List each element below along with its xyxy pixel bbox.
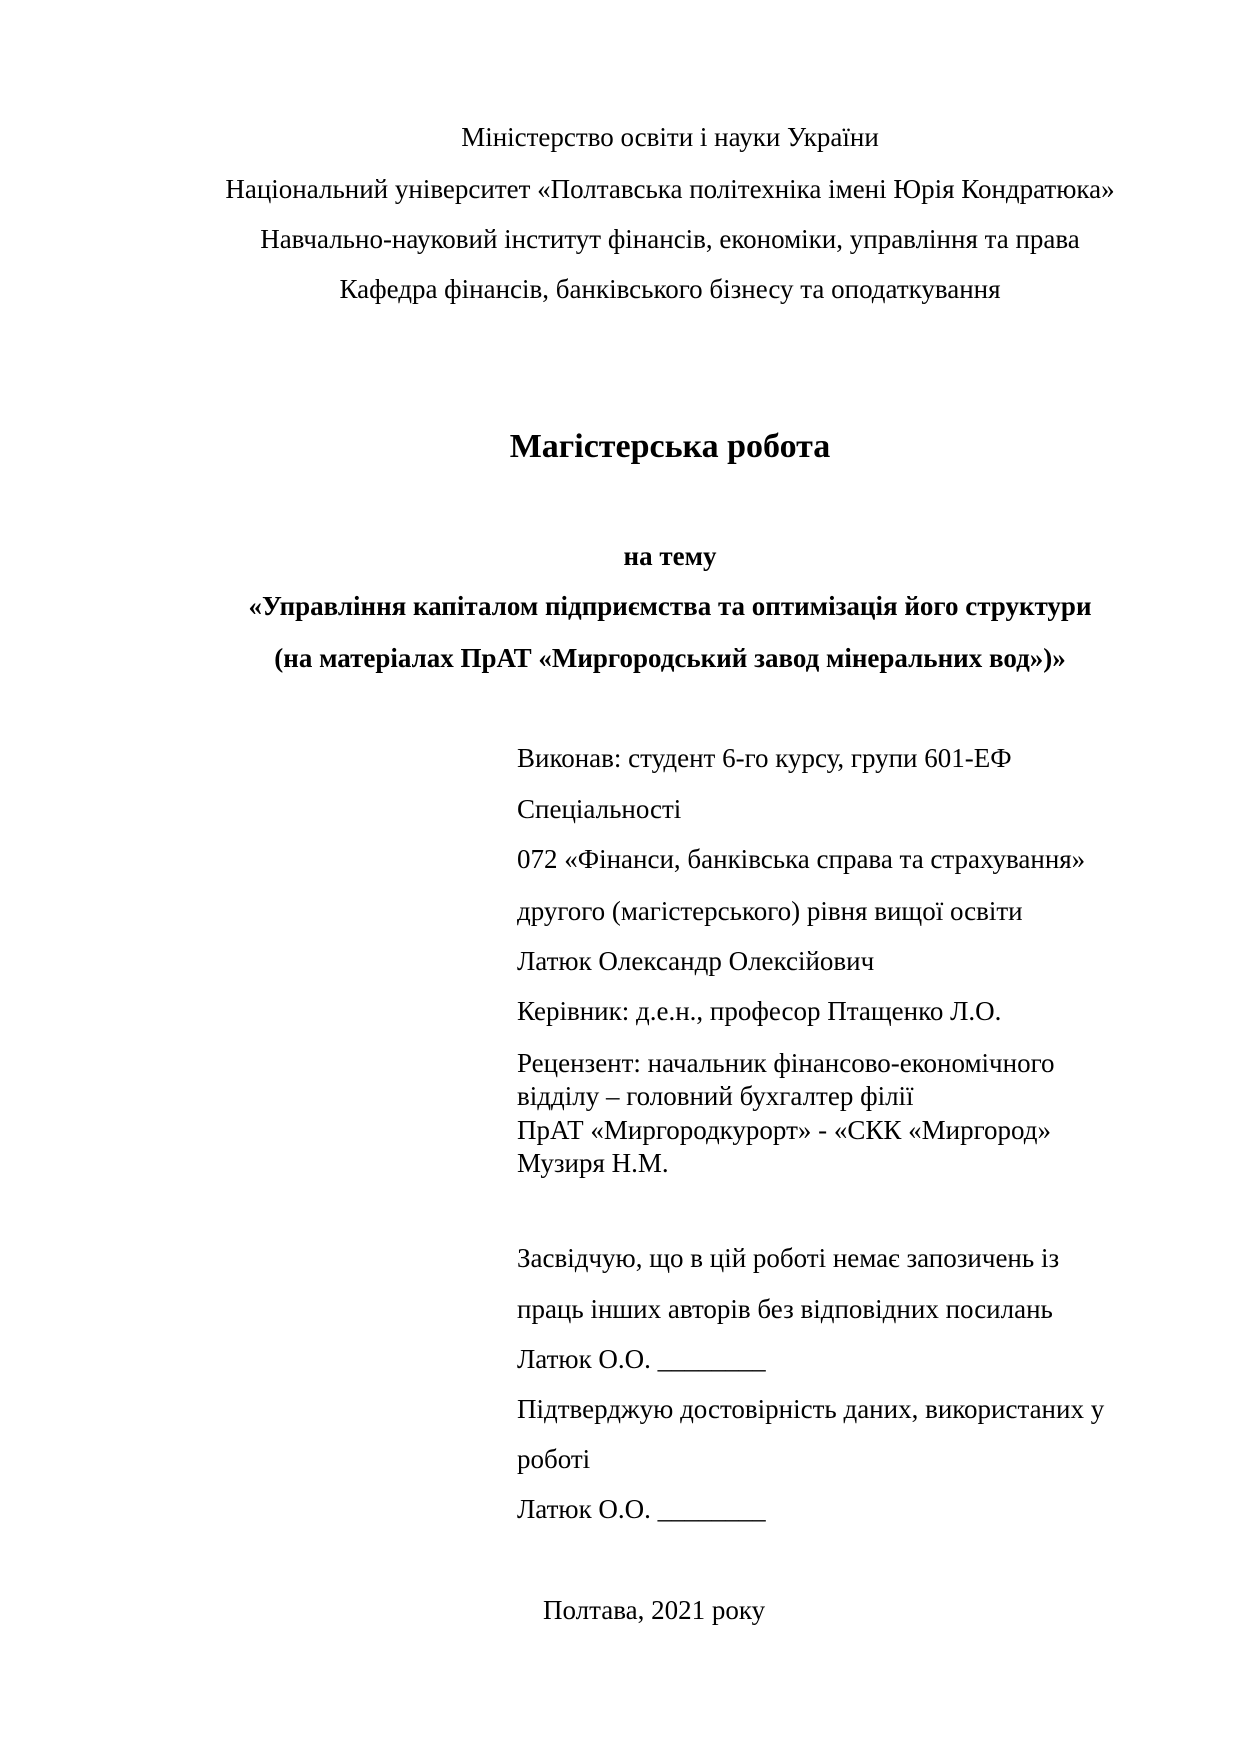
department-line: Кафедра фінансів, банківського бізнесу та оподаткування xyxy=(339,274,1001,304)
declaration-line-2: праць інших авторів без відповідних посилань xyxy=(517,1294,1053,1324)
author-line-specialty: 072 «Фінанси, банківська справа та страхування» xyxy=(517,844,1086,874)
city-year: Полтава, 2021 року xyxy=(543,1595,766,1625)
university-line: Національний університет «Полтавська політехніка імені Юрія Кондратюка» xyxy=(225,174,1115,204)
institute-line: Навчально-науковий інститут фінансів, економіки, управління та права xyxy=(260,224,1080,254)
topic-line-2: (на матеріалах ПрАТ «Миргородський завод мінеральних вод»)» xyxy=(274,643,1066,673)
topic-line-1: «Управління капіталом підприємства та оптимізація його структури xyxy=(248,591,1092,621)
reviewer-line-4: Музиря Н.М. xyxy=(517,1148,669,1178)
declaration-line-3: Підтверджую достовірність даних, використаних у xyxy=(517,1394,1105,1424)
supervisor-line: Керівник: д.е.н., професор Птащенко Л.О. xyxy=(517,996,1002,1026)
ministry-line: Міністерство освіти і науки України xyxy=(461,122,879,152)
reviewer-line-3: ПрАТ «Миргородкурорт» - «СКК «Миргород» xyxy=(517,1115,1051,1145)
author-line-level: другого (магістерського) рівня вищої освіти xyxy=(517,896,1023,926)
author-name: Латюк Олександр Олексійович xyxy=(517,946,875,976)
declaration-line-1: Засвідчую, що в цій роботі немає запозичень із xyxy=(517,1243,1060,1273)
declaration-line-4: роботі xyxy=(517,1444,591,1474)
signature-line-1: Латюк О.О. ________ xyxy=(517,1344,766,1374)
author-line-performer: Виконав: студент 6-го курсу, групи 601-ЕФ xyxy=(517,743,1012,773)
topic-intro: на тему xyxy=(623,541,717,571)
page-title: Магістерська робота xyxy=(509,428,831,465)
reviewer-line-1: Рецензент: начальник фінансово-економічного xyxy=(517,1048,1055,1078)
reviewer-line-2: відділу – головний бухгалтер філії xyxy=(517,1081,914,1111)
signature-line-2: Латюк О.О. ________ xyxy=(517,1494,766,1524)
author-line-specialty-label: Спеціальності xyxy=(517,794,682,824)
